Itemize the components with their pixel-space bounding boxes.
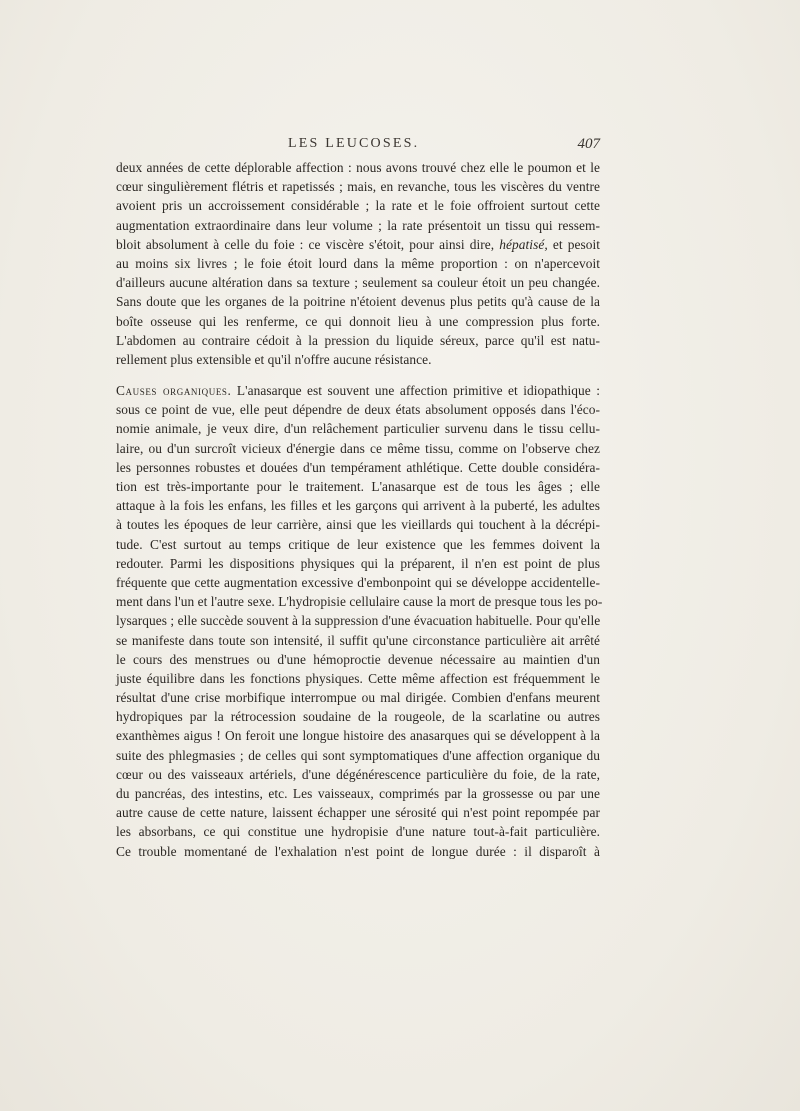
- text-line: cœur ou des vaisseaux artériels, d'une dégénérescence particulière du foie, de la rate,: [116, 766, 600, 782]
- text-line: autre cause de cette nature, laissent échapper une sérosité qui n'est point repompée par: [116, 805, 600, 821]
- text-line: ment dans l'un et l'autre sexe. L'hydropisie cellulaire cause la mort de presque tous les po-: [116, 594, 603, 610]
- text-line: se manifeste dans toute son intensité, il suffit qu'une circonstance particulière ait arrêté: [116, 632, 600, 648]
- text-line: [116, 235, 600, 254]
- text-line: Sans doute que les organes de la poitrine n'étoient devenus plus petits qu'à cause de la: [116, 294, 600, 310]
- text-line: deux années de cette déplorable affection : nous avons trouvé chez elle le poumon et le: [116, 160, 600, 175]
- paragraph: [116, 381, 603, 861]
- text-line: rellement plus extensible et qu'il n'offre aucune résistance.: [116, 351, 432, 367]
- text-line: lysarques ; elle succède souvent à la suppression d'une évacuation habituelle. Pour qu'elle: [116, 613, 601, 629]
- text-line: au moins six livres ; le foie étoit lourd dans la même proportion : on n'apercevoit: [116, 255, 600, 271]
- text-line: sous ce point de vue, elle peut dépendre de deux états absolument opposés dans l'éco-: [116, 402, 600, 418]
- paragraph: [116, 158, 600, 369]
- text-line: tion est très-importante pour le traitement. L'anasarque est de tous les âges ; elle: [116, 479, 600, 494]
- text-line: les personnes robustes et douées d'un tempérament athlétique. Cette double considéra-: [116, 459, 600, 475]
- text-line: tude. C'est surtout au temps critique de leur existence que les femmes doivent la: [116, 536, 600, 552]
- text-line: hydropiques par la rétrocession soudaine de la rougeole, de la scarlatine ou autres: [116, 709, 600, 725]
- text-line: exanthèmes aigus ! On feroit une longue histoire des anasarques qui se développent à la: [116, 728, 600, 744]
- text-line: juste équilibre dans les fonctions physiques. Cette même affection est fréquemment le: [116, 670, 600, 686]
- text-line: boîte osseuse qui les renferme, ce qui donnoit lieu à une compression plus forte.: [116, 313, 600, 329]
- text-line: d'ailleurs aucune altération dans sa texture ; seulement sa couleur étoit un peu changée.: [116, 275, 600, 291]
- text-line: résultat d'une crise morbifique interrompue ou mal dirigée. Combien d'enfans meurent: [116, 690, 600, 706]
- text-line: [116, 381, 600, 400]
- text-line: attaque à la fois les enfans, les filles et les garçons qui arrivent à la puberté, les adultes: [116, 498, 600, 514]
- text-line: du pancréas, des intestins, etc. Les vaisseaux, comprimés par la grossesse ou par une: [116, 786, 600, 801]
- text-line: à toutes les époques de leur carrière, ainsi que les vieillards qui touchent à la décrépi-: [116, 517, 600, 533]
- text-line: le cours des menstrues ou d'une hémoproctie devenue nécessaire au maintien d'un: [116, 651, 600, 667]
- text-line: suite des phlegmasies ; de celles qui sont symptomatiques d'une affection organique du: [116, 747, 600, 763]
- text-line: les absorbans, ce qui constitue une hydropisie d'une nature tout-à-fait particulière.: [116, 824, 600, 840]
- text-line: cœur singulièrement flétris et rapetissés ; mais, en revanche, tous les viscères du ventre: [116, 179, 600, 195]
- body-text: [116, 158, 603, 861]
- text-line: L'abdomen au contraire cédoit à la pression du liquide séreux, parce qu'il est natu-: [116, 332, 600, 348]
- page-header: [116, 136, 600, 156]
- running-title: LES LEUCOSES.: [288, 136, 420, 151]
- text-line: nomie animale, je veux dire, d'un relâchement particulier survenu dans le tissu cellu-: [116, 421, 600, 437]
- text-line: fréquente que cette augmentation excessive d'embonpoint qui se développe accidentelle-: [116, 574, 600, 590]
- text-segment: et pesoit: [552, 236, 600, 252]
- text-line: avoient pris un accroissement considérable ; la rate et le foie offroient surtout cette: [116, 198, 600, 214]
- page-number: 407: [577, 136, 600, 152]
- text-line: laire, ou d'un surcroît vicieux d'énergie dans ce même tissu, comme on l'observe chez: [116, 440, 600, 456]
- text-line: Ce trouble momentané de l'exhalation n'est point de longue durée : il disparoît à: [116, 843, 600, 859]
- text-segment: bloit absolument à celle du foie : ce viscère s'étoit, pour ainsi dire,: [116, 236, 495, 252]
- text-line: redouter. Parmi les dispositions physiques qui la préparent, il n'en est point de plus: [116, 555, 600, 571]
- text-line: augmentation extraordinaire dans leur volume ; la rate présentoit un tissu qui ressem-: [116, 217, 600, 233]
- italic-term: hépatisé,: [499, 236, 548, 252]
- paragraph-spacer: [116, 369, 600, 381]
- section-heading: Causes organiques.: [116, 383, 232, 399]
- text-segment: L'anasarque est souvent une affection primitive et idiopathique :: [236, 383, 600, 399]
